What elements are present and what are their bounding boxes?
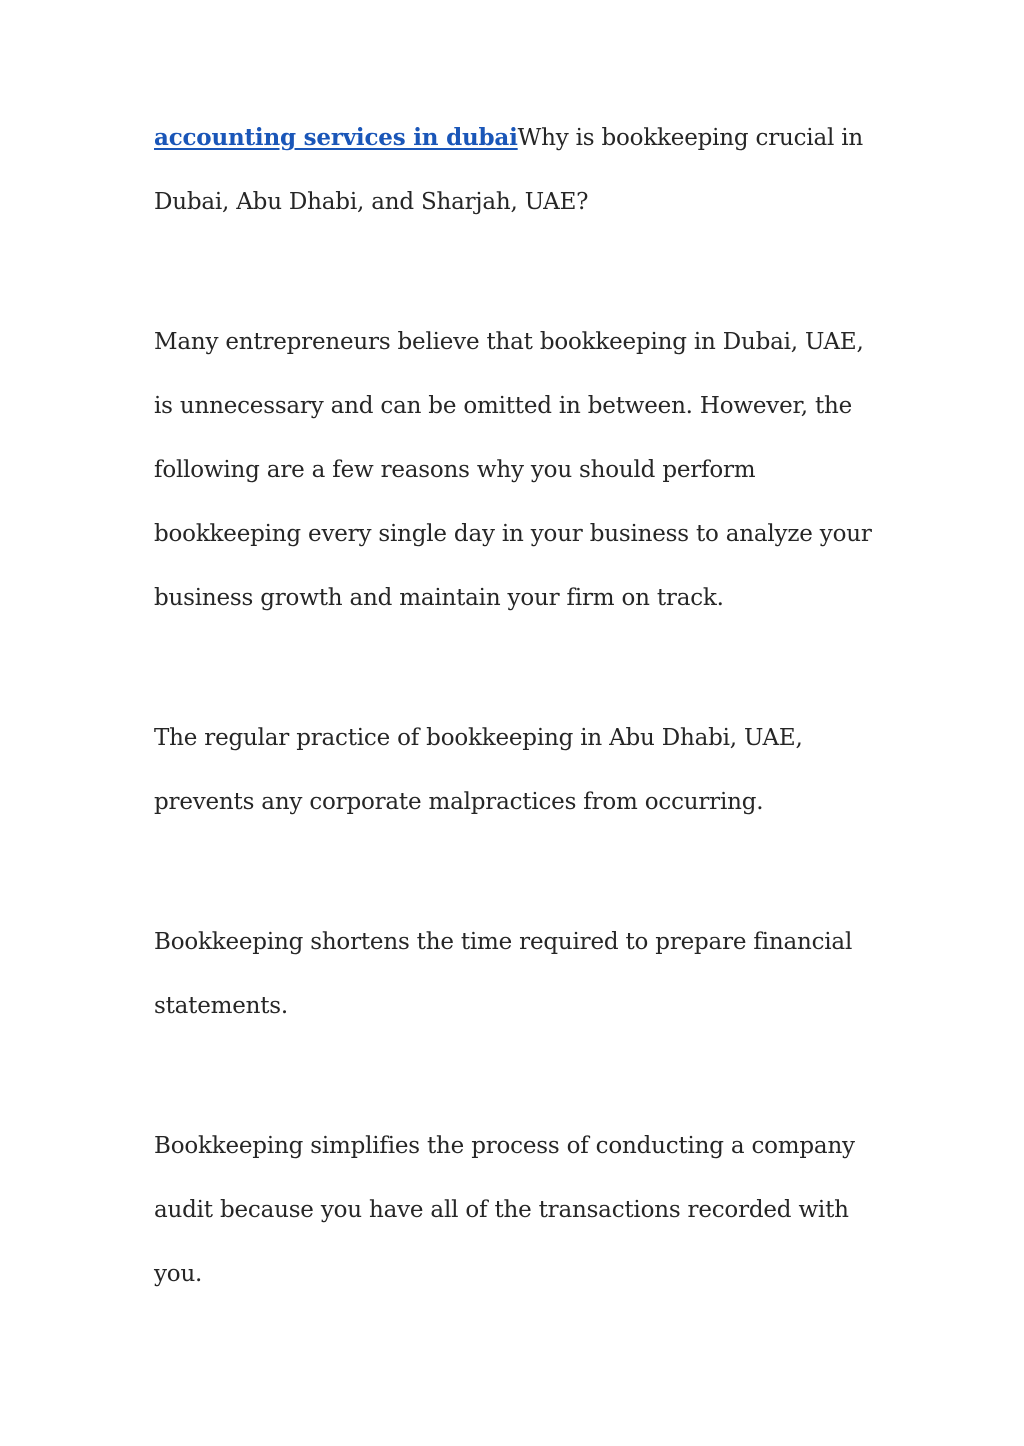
paragraph-malpractices: The regular practice of bookkeeping in Abu Dhabi, UAE, prevents any corporate malpractices from occurring. [154, 725, 803, 815]
accounting-services-link[interactable]: accounting services in dubai [154, 124, 518, 151]
intro-heading-text: Why is bookkeeping crucial in Dubai, Abu Dhabi, and Sharjah, UAE? [154, 125, 864, 215]
paragraph-entrepreneurs: Many entrepreneurs believe that bookkeeping in Dubai, UAE, is unnecessary and can be omitted in between. However, the following are a few reasons why you should perform bookkeeping every single day in your business to analyze your business growth and maintain your firm on track. [154, 329, 872, 611]
document-page [154, 106, 874, 1382]
paragraph-audit: Bookkeeping simplifies the process of conducting a company audit because you have all of the transactions recorded with you. [154, 1133, 855, 1287]
paragraph-financial-statements: Bookkeeping shortens the time required to prepare financial statements. [154, 929, 853, 1019]
intro-paragraph [154, 106, 874, 234]
